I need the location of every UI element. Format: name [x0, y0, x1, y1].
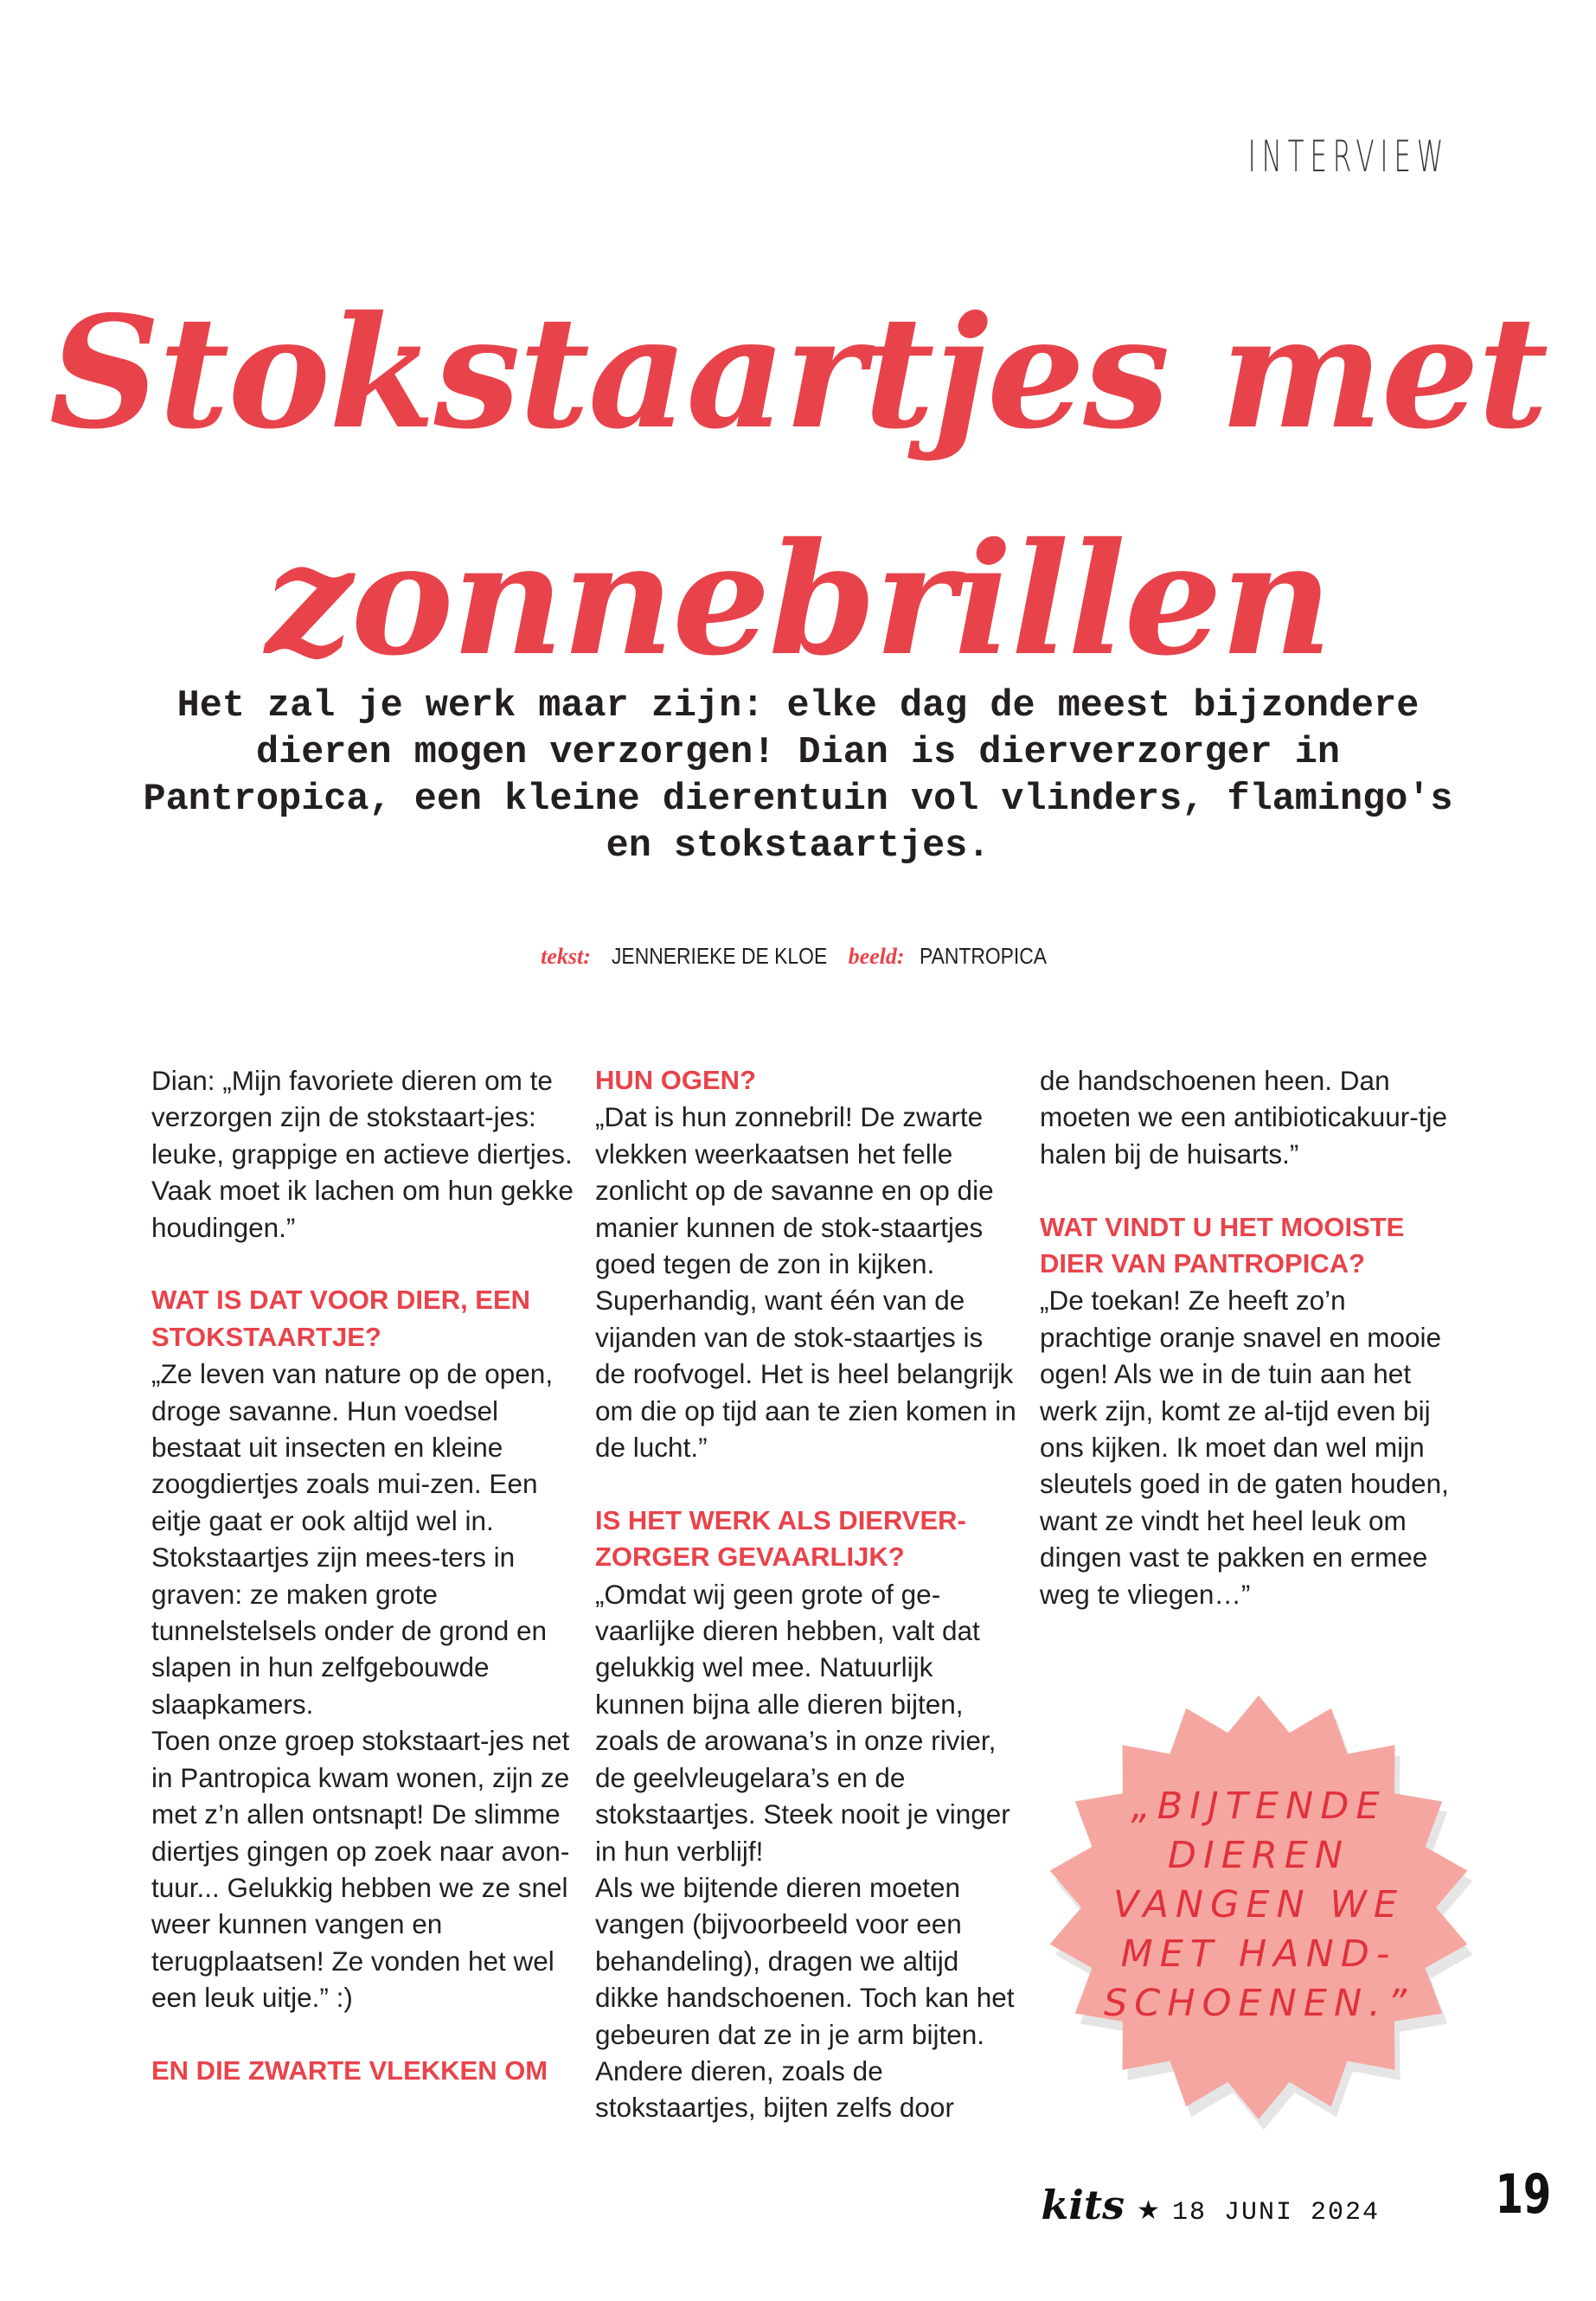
question-heading: WAT IS DAT VOOR DIER, EEN STOKSTAARTJE?: [151, 1285, 531, 1352]
title-line-1: Stokstaartjes met: [48, 282, 1548, 463]
body-paragraph: „Omdat wij geen grote of ge-vaarlijke dieren hebben, valt dat gelukkig wel mee. Natuurlijk kunnen bijna alle dieren bijten, zoals de arowana’s in onze rivier, de geelvleugelara’s en de stokstaartjes. Steek nooit je vinger in hun verblijf!: [595, 1578, 1010, 1867]
pullquote-line: DIEREN: [1167, 1834, 1350, 1877]
body-paragraph: „De toekan! Ze heeft zo’n prachtige oranje snavel en mooie ogen! Als we in de tuin aan het werk zijn, komt ze al-tijd even bij ons kijken. Ik moet dan wel mijn sleutels goed in de gaten houden, want ze vindt het heel leuk om dingen vast te pakken en ermee weg te vliegen…”: [1040, 1285, 1449, 1610]
text-credit-label: tekst:: [541, 944, 591, 969]
body-paragraph: „Ze leven van nature op de open, droge savanne. Hun voedsel bestaat uit insecten en kleine zoogdiertjes zoals mui-zen. Een eitje gaat er ook altijd wel in. Stokstaartjes zijn mees-ters in graven: ze maken grote tunnelstelsels onder de grond en slapen in hun zelfgebouwde slaapkamers.: [151, 1358, 554, 1720]
magazine-logo: kits: [1041, 2182, 1125, 2228]
credits-line: [0, 943, 1596, 970]
issue-date: 18 JUNI 2024: [1171, 2198, 1380, 2227]
article-column-2: [595, 1062, 1019, 2126]
article-column-1: [151, 1062, 575, 2089]
intro-paragraph: Het zal je werk maar zijn: elke dag de meest bijzondere dieren mogen verzorgen! Dian is dierverzorger in Pantropica, een kleine dierentuin vol vlinders, flamingo's en stokstaartjes.: [143, 685, 1453, 868]
body-paragraph: „Dat is hun zonnebril! De zwarte vlekken weerkaatsen het felle zonlicht op de savanne en op die manier kunnen de stok-staartjes goed tegen de zon in kijken. Superhandig, want één van de vijanden van de stok-staartjes is de roofvogel. Het is heel belangrijk om die op tijd aan te zien komen in de lucht.”: [595, 1101, 1016, 1464]
pullquote-text: [1038, 1782, 1479, 2029]
page-footer: [1042, 2182, 1380, 2228]
body-paragraph: de handschoenen heen. Dan moeten we een antibioticakuur-tje halen bij de huisarts.”: [1040, 1065, 1448, 1170]
question-heading: IS HET WERK ALS DIERVER-ZORGER GEVAARLIJK?: [595, 1504, 966, 1573]
pullquote-line: „BIJTENDE: [1131, 1785, 1387, 1828]
body-paragraph: Als we bijtende dieren moeten vangen (bijvoorbeeld voor een behandeling), dragen we altijd dikke handschoenen. Toch kan het gebeuren dat ze in je arm bijten. Andere dieren, zoals de stokstaartjes, bijten zelfs door: [595, 1871, 1015, 2124]
question-heading: WAT VINDT U HET MOOISTE DIER VAN PANTROPICA?: [1040, 1211, 1405, 1279]
image-credit-label: beeld:: [848, 944, 905, 969]
question-heading: HUN OGEN?: [595, 1065, 756, 1095]
page-number: 19: [1495, 2163, 1551, 2226]
title-line-2: zonnebrillen: [265, 509, 1331, 689]
body-paragraph: Toen onze groep stokstaart-jes net in Pantropica kwam wonen, zijn ze met z’n allen ontsnapt! De slimme diertjes gingen op zoek naar avon-tuur... Gelukkig hebben we ze snel weer kunnen vangen en terugplaatsen! Ze vonden het wel een leuk uitje.” :): [151, 1725, 570, 2014]
image-credit-name: PANTROPICA: [919, 943, 1047, 969]
article-column-3: [1040, 1062, 1464, 1612]
pullquote-line: VANGEN WE: [1112, 1883, 1405, 1926]
section-label: INTERVIEW: [1247, 131, 1449, 182]
text-credit-name: JENNERIEKE DE KLOE: [612, 943, 828, 969]
star-icon: ★: [1137, 2196, 1160, 2225]
pullquote-line: MET HAND-: [1120, 1932, 1397, 1976]
pullquote-line: SCHOENEN.”: [1103, 1982, 1414, 2025]
article-title: [0, 260, 1596, 713]
body-paragraph: Dian: „Mijn favoriete dieren om te verzorgen zijn de stokstaart-jes: leuke, grappige en actieve diertjes. Vaak moet ik lachen om hun gekke houdingen.”: [151, 1065, 574, 1243]
question-heading: EN DIE ZWARTE VLEKKEN OM: [151, 2054, 548, 2086]
